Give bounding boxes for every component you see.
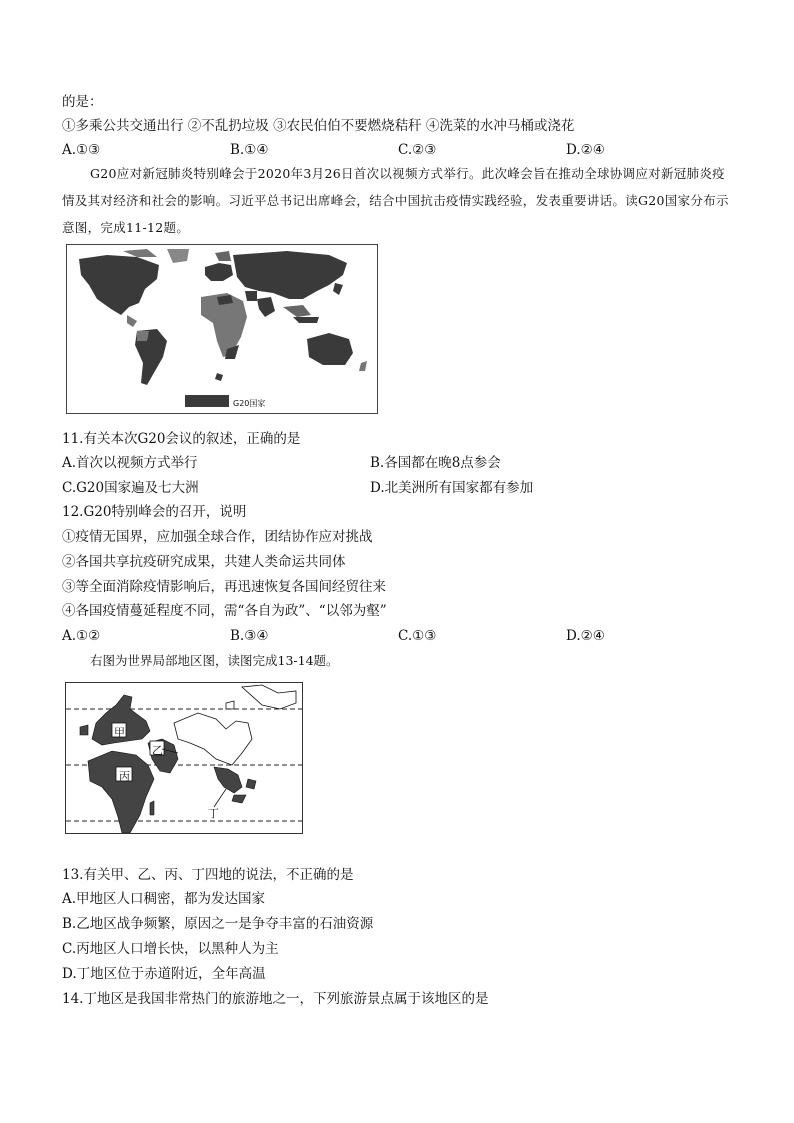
q12-option-b[interactable]: B.③④ [230, 628, 269, 644]
regional-map-graphic [66, 683, 302, 833]
q11-option-c[interactable]: C.G20国家遍及七大洲 [62, 480, 199, 496]
legend-swatch [185, 395, 229, 407]
world-map-graphic [67, 245, 377, 413]
q13-option-b[interactable]: B.乙地区战争频繁，原因之一是争夺丰富的石油资源 [62, 916, 374, 932]
q13-option-c[interactable]: C.丙地区人口增长快，以黑种人为主 [62, 941, 279, 957]
q10-option-d[interactable]: D.②④ [566, 142, 605, 158]
question-stem-tail: 的是： [62, 94, 103, 110]
q10-items: ①多乘公共交通出行 ②不乱扔垃圾 ③农民伯伯不要燃烧秸秆 ④洗菜的水冲马桶或浇花 [62, 118, 575, 134]
map-label-jia: 甲 [114, 726, 125, 739]
q12-option-d[interactable]: D.②④ [566, 628, 605, 644]
q11-stem: 11.有关本次G20会议的叙述，正确的是 [62, 431, 301, 447]
map-label-yi: 乙 [152, 744, 163, 757]
q13-stem: 13.有关甲、乙、丙、丁四地的说法，不正确的是 [62, 867, 354, 883]
g20-world-map [66, 244, 378, 414]
q12-option-c[interactable]: C.①③ [398, 628, 437, 644]
q10-option-c[interactable]: C.②③ [398, 142, 437, 158]
map-legend-label: G20国家 [233, 399, 266, 408]
q13-option-d[interactable]: D.丁地区位于赤道附近，全年高温 [62, 966, 266, 982]
q11-option-a[interactable]: A.首次以视频方式举行 [62, 455, 198, 471]
q12-item-2: ②各国共享抗疫研究成果，共建人类命运共同体 [62, 554, 346, 570]
regional-map [65, 682, 303, 834]
map-label-bing: 丙 [119, 770, 130, 783]
q12-item-3: ③等全面消除疫情影响后，再迅速恢复各国间经贸往来 [62, 579, 386, 595]
q12-option-a[interactable]: A.①② [62, 628, 101, 644]
map-label-ding: 丁 [208, 807, 219, 820]
q12-stem: 12.G20特别峰会的召开，说明 [62, 504, 247, 520]
q11-option-d[interactable]: D.北美洲所有国家都有参加 [370, 480, 534, 496]
q10-option-a[interactable]: A.①③ [62, 142, 101, 158]
q10-option-b[interactable]: B.①④ [230, 142, 269, 158]
q13-option-a[interactable]: A.甲地区人口稠密，都为发达国家 [62, 891, 266, 907]
g20-passage: G20应对新冠肺炎特别峰会于2020年3月26日首次以视频方式举行。此次峰会旨在推动全球协调应对新冠肺炎疫情及其对经济和社会的影响。习近平总书记出席峰会，结合中国抗击疫情实践经验，发表重要讲话。读G20国家分布示意图，完成11-12题。 [62, 166, 729, 235]
q14-stem: 14.丁地区是我国非常热门的旅游地之一，下列旅游景点属于该地区的是 [62, 991, 489, 1007]
map2-intro: 右图为世界局部地区图，读图完成13-14题。 [90, 653, 339, 668]
q12-item-4: ④各国疫情蔓延程度不同，需“各自为政”、“以邻为壑” [62, 603, 387, 619]
q11-option-b[interactable]: B.各国都在晚8点参会 [370, 455, 501, 471]
q12-item-1: ①疫情无国界，应加强全球合作，团结协作应对挑战 [62, 529, 373, 545]
